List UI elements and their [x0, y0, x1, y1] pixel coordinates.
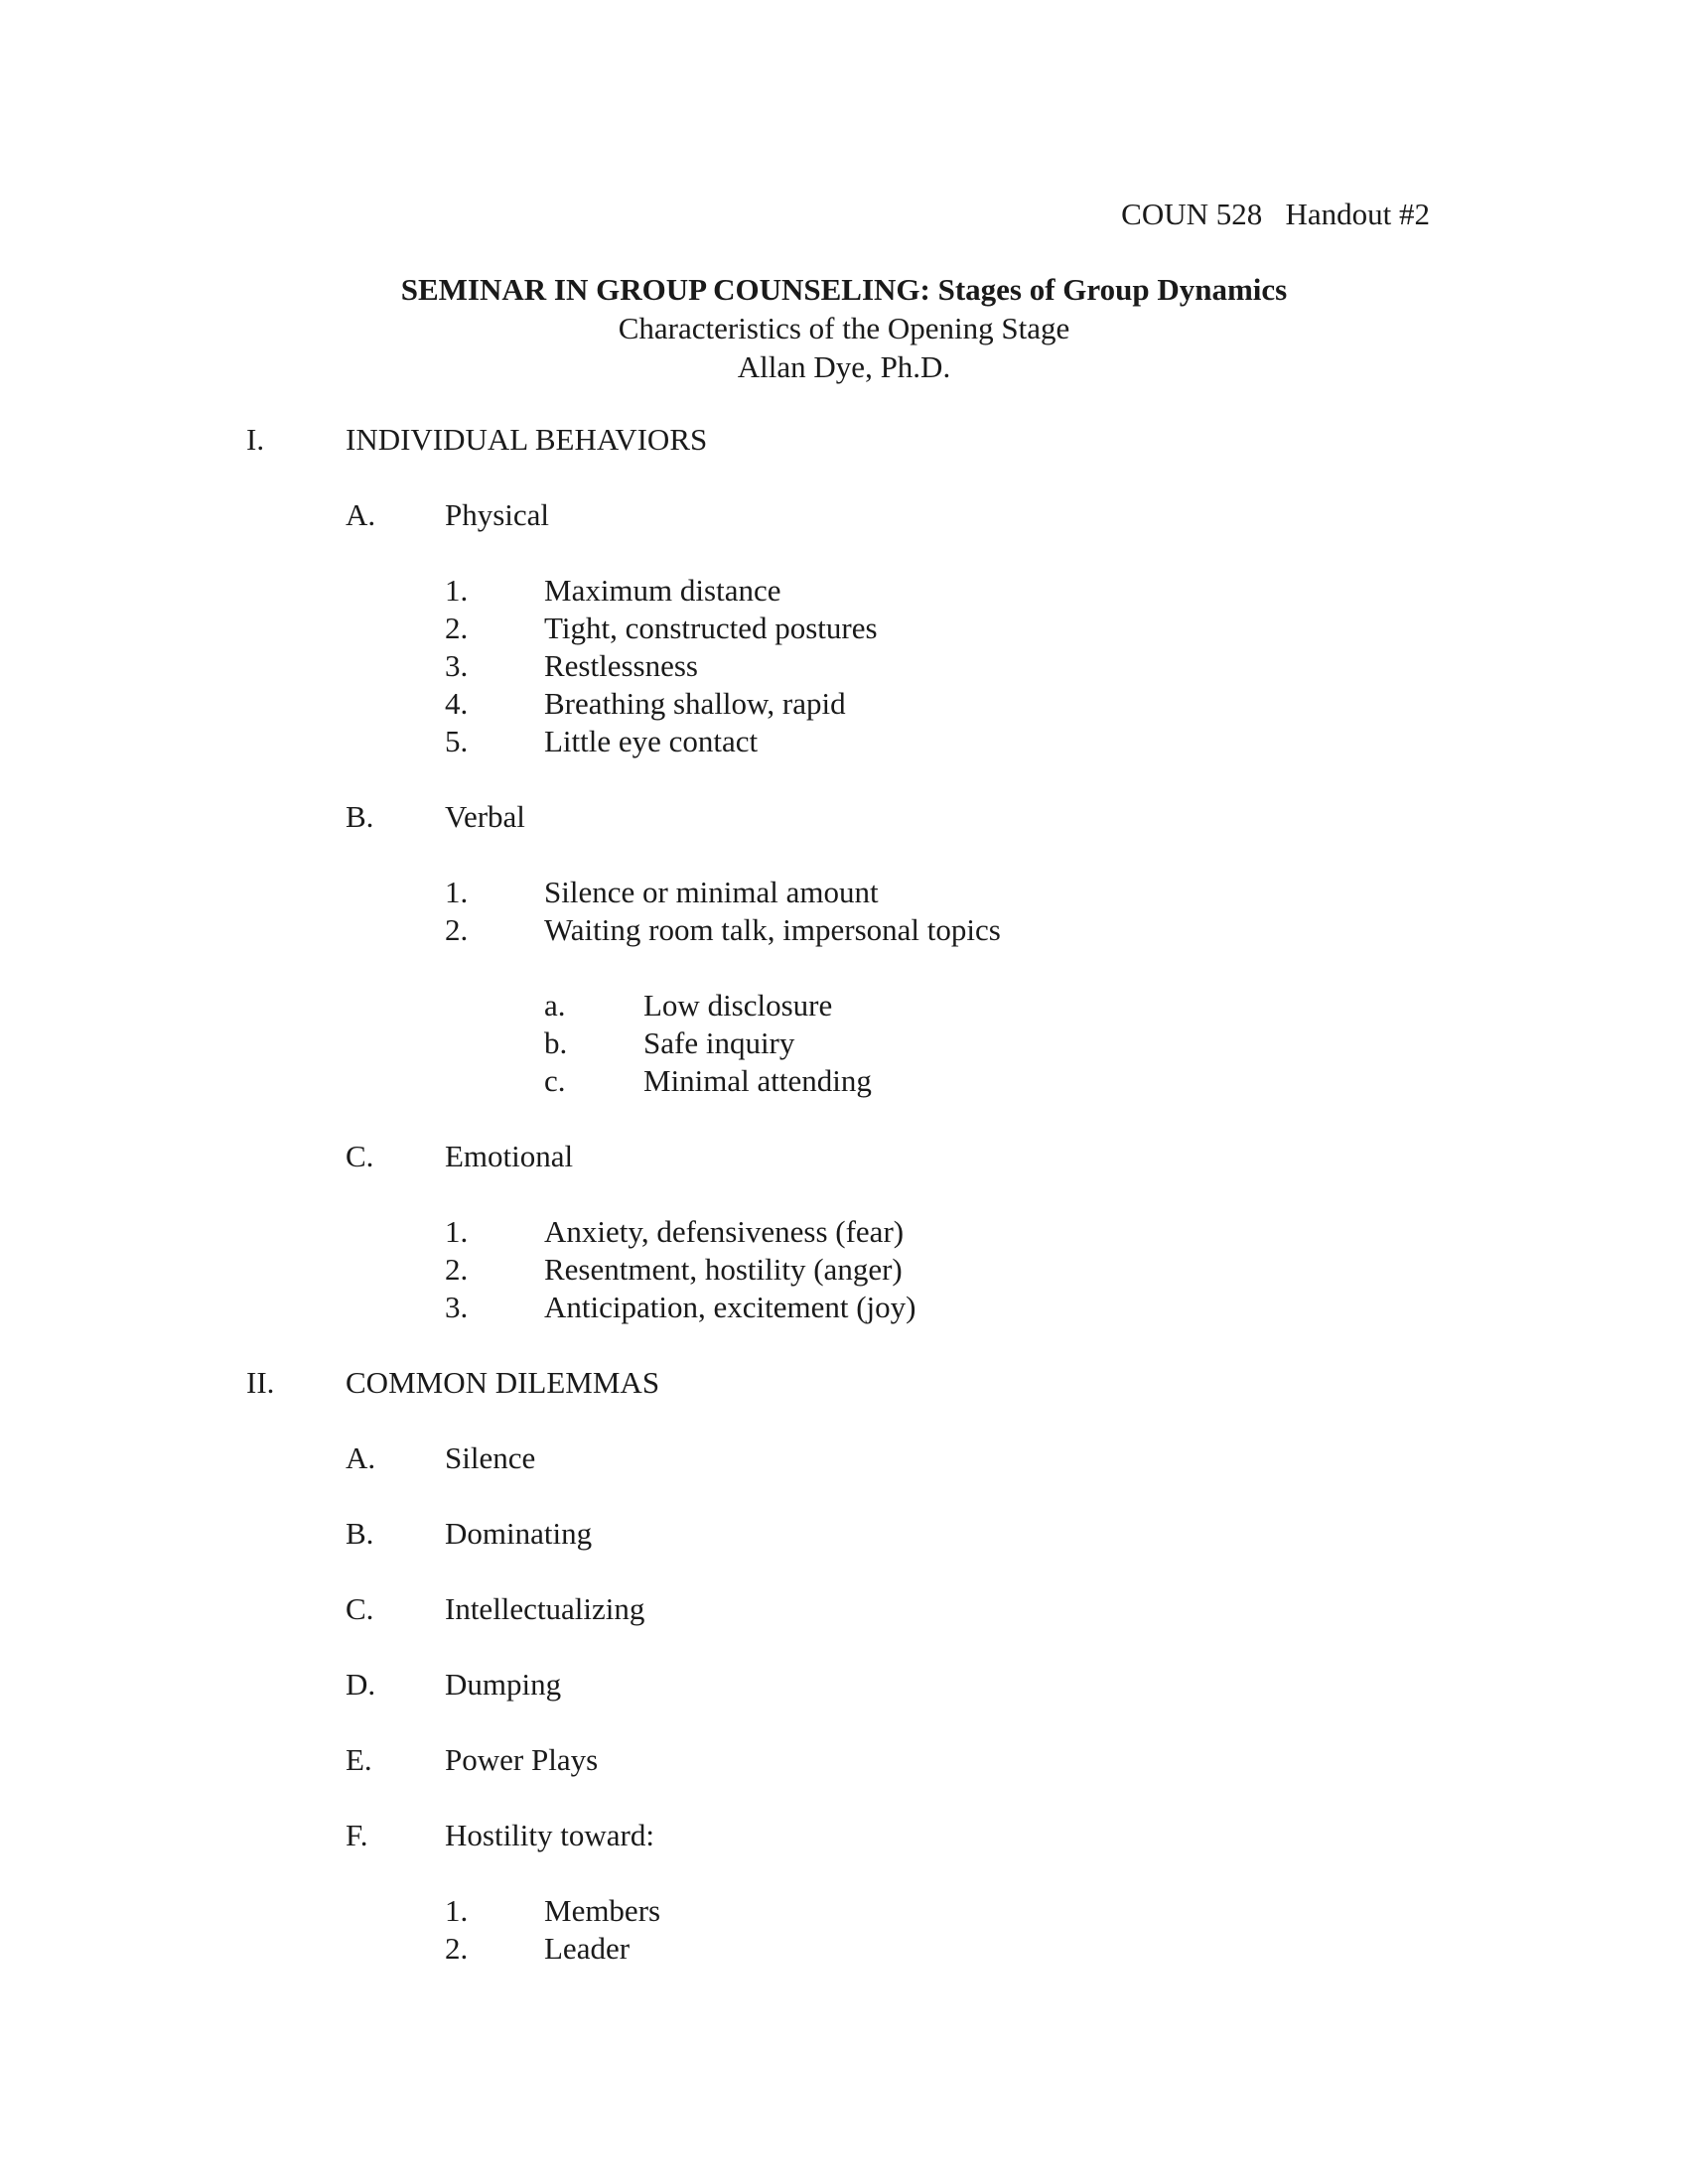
list-item [0, 1289, 1688, 1326]
subsection-heading [0, 798, 1688, 836]
subsection-heading [0, 1741, 1688, 1779]
subsection-heading [0, 1590, 1688, 1628]
subsection-marker: C. [346, 1139, 374, 1173]
item-label: Maximum distance [544, 573, 781, 608]
subsection-label: Power Plays [445, 1742, 599, 1777]
item-marker: 2. [445, 611, 469, 645]
list-item [0, 1930, 1688, 1968]
list-item [0, 723, 1688, 760]
subsection-label: Hostility toward: [445, 1818, 654, 1852]
list-item [0, 610, 1688, 647]
subitem-marker: c. [544, 1063, 566, 1098]
list-item [0, 1251, 1688, 1289]
document-author: Allan Dye, Ph.D. [737, 349, 951, 384]
subsection-marker: B. [346, 1516, 374, 1551]
item-label: Leader [544, 1931, 631, 1966]
section-heading [0, 421, 1688, 459]
section-label: COMMON DILEMMAS [346, 1365, 660, 1400]
subsection-label: Silence [445, 1440, 536, 1475]
section-marker: I. [246, 422, 265, 457]
subsection-marker: D. [346, 1667, 376, 1702]
item-marker: 2. [445, 912, 469, 947]
subsection-marker: A. [346, 497, 376, 532]
item-label: Waiting room talk, impersonal topics [544, 912, 1001, 947]
list-item [0, 685, 1688, 723]
subsection-label: Intellectualizing [445, 1591, 645, 1626]
item-label: Silence or minimal amount [544, 875, 879, 909]
list-item [0, 572, 1688, 610]
item-marker: 5. [445, 724, 469, 758]
subitem-label: Minimal attending [643, 1063, 872, 1098]
item-marker: 1. [445, 1893, 469, 1928]
document-header [0, 270, 1688, 386]
item-marker: 1. [445, 875, 469, 909]
subsection-heading [0, 1515, 1688, 1553]
list-item [0, 1213, 1688, 1251]
outline [0, 421, 1688, 1968]
list-item [0, 874, 1688, 911]
document-title-text: SEMINAR IN GROUP COUNSELING: Stages of Group Dynamics [400, 272, 1288, 307]
item-label: Little eye contact [544, 724, 759, 758]
item-marker: 1. [445, 573, 469, 608]
subsection-label: Dominating [445, 1516, 593, 1551]
list-item [0, 647, 1688, 685]
subitem-marker: a. [544, 988, 566, 1023]
item-marker: 1. [445, 1214, 469, 1249]
subsection-marker: C. [346, 1591, 374, 1626]
subitem-label: Low disclosure [643, 988, 833, 1023]
item-label: Anticipation, excitement (joy) [544, 1290, 916, 1324]
subitem-marker: b. [544, 1025, 568, 1060]
list-subitem [0, 1062, 1688, 1100]
item-marker: 2. [445, 1252, 469, 1287]
subitem-label: Safe inquiry [643, 1025, 795, 1060]
item-label: Restlessness [544, 648, 698, 683]
section-marker: II. [246, 1365, 275, 1400]
subsection-marker: F. [346, 1818, 368, 1852]
subsection-heading [0, 496, 1688, 534]
item-marker: 3. [445, 648, 469, 683]
list-subitem [0, 987, 1688, 1024]
subsection-heading [0, 1817, 1688, 1854]
list-subitem [0, 1024, 1688, 1062]
list-item [0, 1892, 1688, 1930]
subsection-marker: B. [346, 799, 374, 834]
subsection-heading [0, 1138, 1688, 1175]
subsection-heading [0, 1666, 1688, 1704]
item-label: Tight, constructed postures [544, 611, 878, 645]
subsection-label: Emotional [445, 1139, 574, 1173]
subsection-label: Dumping [445, 1667, 562, 1702]
section-label: INDIVIDUAL BEHAVIORS [346, 422, 708, 457]
subsection-label: Verbal [445, 799, 525, 834]
item-label: Members [544, 1893, 661, 1928]
item-marker: 4. [445, 686, 469, 721]
subsection-heading [0, 1439, 1688, 1477]
item-marker: 3. [445, 1290, 469, 1324]
document-title [0, 270, 1688, 309]
handout-id: COUN 528 Handout #2 [1121, 197, 1430, 231]
section-heading [0, 1364, 1688, 1402]
item-label: Breathing shallow, rapid [544, 686, 846, 721]
subsection-marker: E. [346, 1742, 372, 1777]
item-marker: 2. [445, 1931, 469, 1966]
document-subtitle: Characteristics of the Opening Stage [618, 311, 1070, 345]
item-label: Anxiety, defensiveness (fear) [544, 1214, 905, 1249]
list-item [0, 911, 1688, 949]
subsection-label: Physical [445, 497, 550, 532]
item-label: Resentment, hostility (anger) [544, 1252, 903, 1287]
subsection-marker: A. [346, 1440, 376, 1475]
